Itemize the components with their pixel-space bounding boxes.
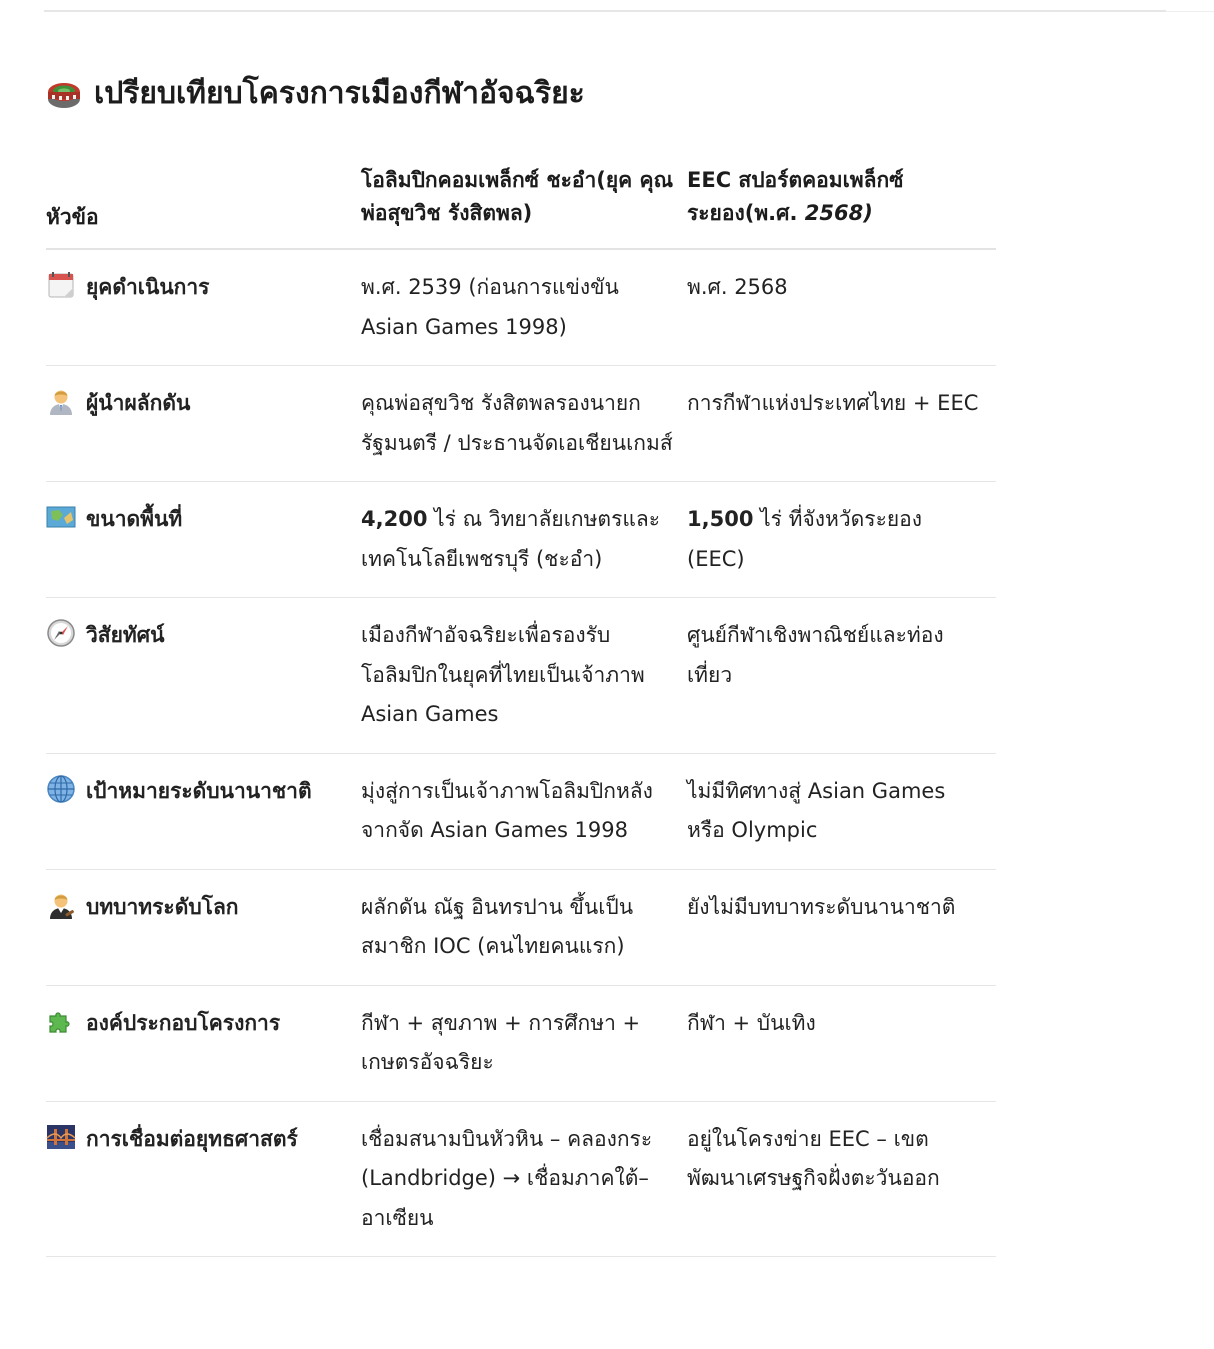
row-eec-value: พ.ศ. 2568	[687, 249, 996, 366]
row-topic: วิสัยทัศน์	[46, 598, 361, 754]
row-chaam-value: เมืองกีฬาอัจฉริยะเพื่อรองรับโอลิมปิกในยุคที่ไทยเป็นเจ้าภาพ Asian Games	[361, 598, 687, 754]
table-header-row	[46, 150, 996, 249]
row-chaam-value: มุ่งสู่การเป็นเจ้าภาพโอลิมปิกหลังจากจัด Asian Games 1998	[361, 753, 687, 869]
table-row	[46, 985, 996, 1101]
row-topic: ผู้นำผลักดัน	[46, 366, 361, 482]
table-row	[46, 753, 996, 869]
table-row	[46, 249, 996, 366]
table-row	[46, 482, 996, 598]
row-chaam-value: กีฬา + สุขภาพ + การศึกษา + เกษตรอัจฉริยะ	[361, 985, 687, 1101]
page-title-text: เปรียบเทียบโครงการเมืองกีฬาอัจฉริยะ	[94, 75, 585, 111]
row-eec-value: กีฬา + บันเทิง	[687, 985, 996, 1101]
row-eec-value: ยังไม่มีบทบาทระดับนานาชาติ	[687, 869, 996, 985]
table-row	[46, 598, 996, 754]
row-eec-value: การกีฬาแห่งประเทศไทย + EEC	[687, 366, 996, 482]
table-row	[46, 366, 996, 482]
top-divider	[44, 10, 1166, 12]
row-eec-value: ไม่มีทิศทางสู่ Asian Games หรือ Olympic	[687, 753, 996, 869]
bridge-at-night-icon	[46, 1122, 76, 1152]
header-topic: หัวข้อ	[46, 150, 361, 249]
row-eec-value: ศูนย์กีฬาเชิงพาณิชย์และท่องเที่ยว	[687, 598, 996, 754]
stadium-icon	[46, 75, 82, 111]
row-topic: ยุคดำเนินการ	[46, 249, 361, 366]
header-eec-text: EEC สปอร์ตคอมเพล็กซ์ ระยอง(พ.ศ.	[687, 168, 904, 225]
row-chaam-value: คุณพ่อสุขวิช รังสิตพลรองนายกรัฐมนตรี / ประธานจัดเอเชียนเกมส์	[361, 366, 687, 482]
puzzle-piece-icon	[46, 1006, 76, 1036]
globe-icon	[46, 774, 76, 804]
compass-icon	[46, 618, 76, 648]
table-row	[46, 869, 996, 985]
table-row	[46, 1101, 996, 1257]
row-topic: ขนาดพื้นที่	[46, 482, 361, 598]
row-chaam-value: เชื่อมสนามบินหัวหิน – คลองกระ (Landbridge) → เชื่อมภาคใต้–อาเซียน	[361, 1101, 687, 1257]
man-judge-icon	[46, 890, 76, 920]
header-eec-year: 2568)	[804, 201, 873, 225]
top-divider-right	[1166, 11, 1214, 12]
header-eec-complex	[687, 150, 996, 249]
row-chaam-value: พ.ศ. 2539 (ก่อนการแข่งขัน Asian Games 1998)	[361, 249, 687, 366]
row-eec-value: อยู่ในโครงข่าย EEC – เขตพัฒนาเศรษฐกิจฝั่งตะวันออก	[687, 1101, 996, 1257]
row-topic: องค์ประกอบโครงการ	[46, 985, 361, 1101]
row-chaam-value: 4,200 ไร่ ณ วิทยาลัยเกษตรและเทคโนโลยีเพชรบุรี (ชะอำ)	[361, 482, 687, 598]
office-worker-icon	[46, 386, 76, 416]
row-topic: เป้าหมายระดับนานาชาติ	[46, 753, 361, 869]
row-eec-value: 1,500 ไร่ ที่จังหวัดระยอง (EEC)	[687, 482, 996, 598]
header-chaam-complex: โอลิมปิกคอมเพล็กซ์ ชะอำ(ยุค คุณพ่อสุขวิช รังสิตพล)	[361, 150, 687, 249]
comparison-table	[46, 150, 996, 1257]
page-title	[46, 68, 585, 118]
row-topic: บทบาทระดับโลก	[46, 869, 361, 985]
map-icon	[46, 502, 76, 532]
row-topic: การเชื่อมต่อยุทธศาสตร์	[46, 1101, 361, 1257]
row-chaam-value: ผลักดัน ณัฐ อินทรปาน ขึ้นเป็นสมาชิก IOC (คนไทยคนแรก)	[361, 869, 687, 985]
calendar-icon	[46, 270, 76, 300]
